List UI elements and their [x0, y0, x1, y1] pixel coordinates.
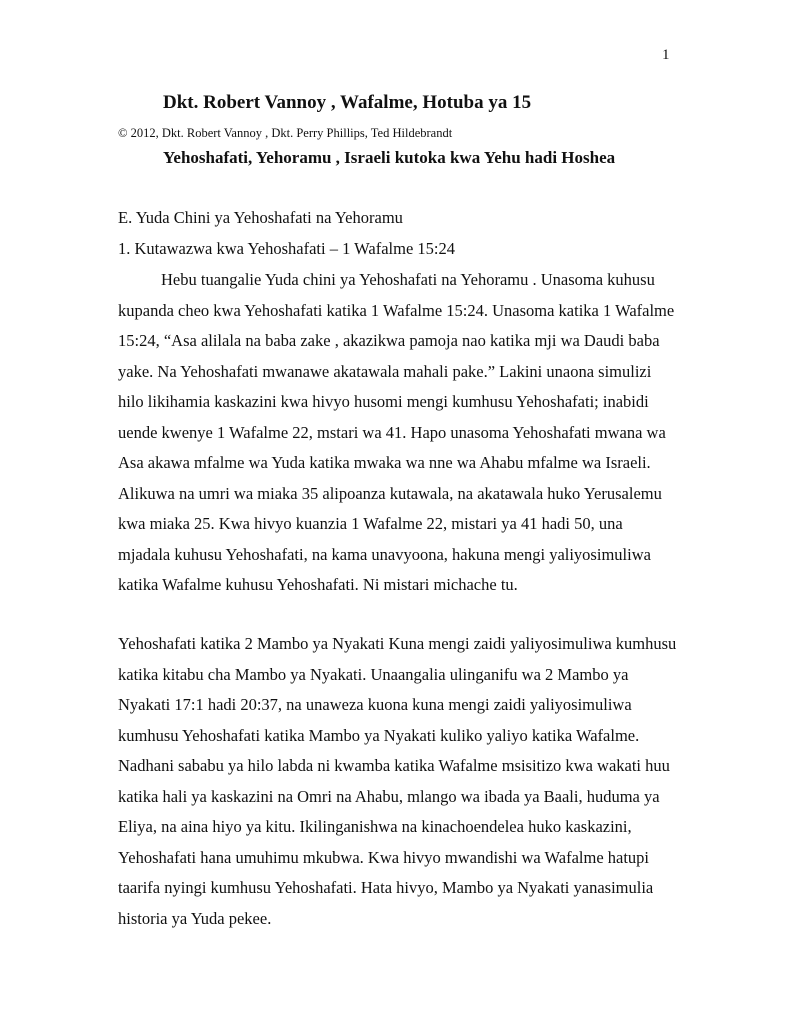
- lecture-subtitle: Yehoshafati, Yehoramu , Israeli kutoka kwa Yehu hadi Hoshea: [163, 148, 616, 167]
- page-number: 1: [662, 47, 670, 63]
- body-paragraph-2: Yehoshafati katika 2 Mambo ya Nyakati Kuna mengi zaidi yaliyosimuliwa kumhusu katika kitabu cha Mambo ya Nyakati. Unaangalia ulinganifu wa 2 Mambo ya Nyakati 17:1 hadi 20:37, na unaweza kuona kuna mengi zaidi yaliyosimuliwa kumhusu Yehoshafati katika Mambo ya Nyakati kuliko yaliyo katika Wafalme. Nadhani sababu ya hilo labda ni kwamba katika Wafalme msisitizo kwa wakati huu katika hali ya kaskazini na Omri na Ahabu, mlango wa ibada ya Baali, huduma ya Eliya, na aina hiyo ya kitu. Ikilinganishwa na kinachoendelea huko kaskazini, Yehoshafati hana umuhimu mkubwa. Kwa hivyo mwandishi wa Wafalme hatupi taarifa nyingi kumhusu Yehoshafati. Hata hivyo, Mambo ya Nyakati yanasimulia historia ya Yuda pekee.: [118, 634, 677, 928]
- lecture-title: Dkt. Robert Vannoy , Wafalme, Hotuba ya 15: [163, 92, 532, 113]
- section-heading: E. Yuda Chini ya Yehoshafati na Yehoramu: [118, 208, 403, 227]
- subsection-heading: 1. Kutawazwa kwa Yehoshafati – 1 Wafalme 15:24: [118, 239, 455, 258]
- body-paragraph-1: Hebu tuangalie Yuda chini ya Yehoshafati na Yehoramu . Unasoma kuhusu kupanda cheo kwa Yehoshafati katika 1 Wafalme 15:24. Unasoma katika 1 Wafalme 15:24, “Asa alilala na baba zake , akazikwa pamoja nao katika mji wa Daudi baba yake. Na Yehoshafati mwanawe akatawala mahali pake.” Lakini unaona simulizi hilo likihamia kaskazini kwa hivyo husomi mengi kumhusu Yehoshafati; inabidi uende kwenye 1 Wafalme 22, mstari wa 41. Hapo unasoma Yehoshafati mwana wa Asa akawa mfalme wa Yuda katika mwaka wa nne wa Ahabu mfalme wa Israeli. Alikuwa na umri wa miaka 35 alipoanza kutawala, na akatawala huko Yerusalemu kwa miaka 25. Kwa hivyo kuanzia 1 Wafalme 22, mistari ya 41 hadi 50, una mjadala kuhusu Yehoshafati, na kama unavyoona, hakuna mengi yaliyosimuliwa katika Wafalme kuhusu Yehoshafati. Ni mistari michache tu.: [118, 270, 675, 594]
- copyright-line: © 2012, Dkt. Robert Vannoy , Dkt. Perry Phillips, Ted Hildebrandt: [118, 126, 453, 140]
